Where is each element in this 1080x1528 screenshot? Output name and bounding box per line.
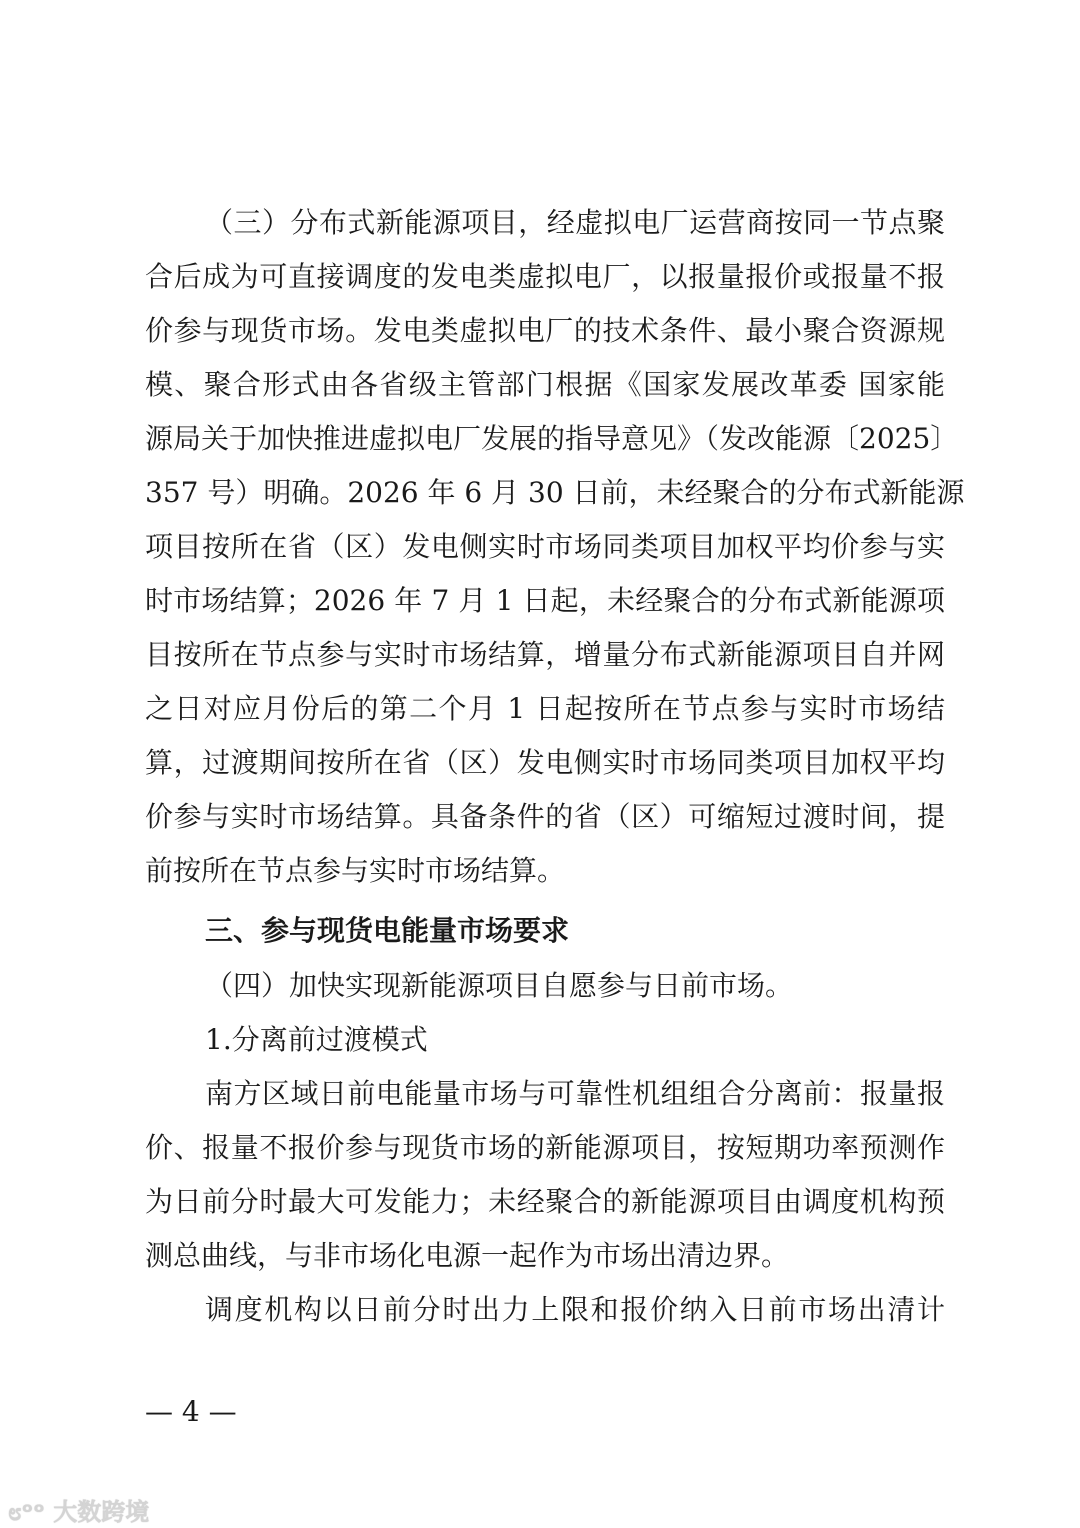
watermark-text: 大数跨境 [53,1498,150,1526]
paragraph-line: 测总曲线，与非市场化电源一起作为市场出清边界。 [145,1239,790,1272]
watermark-logo [8,1492,149,1527]
paragraph-line: 合后成为可直接调度的发电类虚拟电厂，以报量报价或报量不报 [145,260,945,293]
paragraph-line: 调度机构以日前分时出力上限和报价纳入日前市场出清计 [205,1293,945,1326]
paragraph-line: 为日前分时最大可发能力；未经聚合的新能源项目由调度机构预 [145,1185,945,1218]
paragraph-line: 357 号）明确。2026 年 6 月 30 日前，未经聚合的分布式新能源 [145,476,965,509]
paragraph-line: （三）分布式新能源项目，经虚拟电厂运营商按同一节点聚 [205,206,945,239]
page-number: — 4 — [145,1395,237,1428]
paragraph-line: 项目按所在省（区）发电侧实时市场同类项目加权平均价参与实 [145,530,945,563]
paragraph-line: 之日对应月份后的第二个月 1 日起按所在节点参与实时市场结 [145,692,945,725]
paragraph-line: 目按所在节点参与实时市场结算，增量分布式新能源项目自并网 [145,638,945,671]
paragraph-line: 价参与实时市场结算。具备条件的省（区）可缩短过渡时间，提 [145,800,945,833]
item-heading: 1.分离前过渡模式 [205,1023,428,1056]
paragraph-line: 源局关于加快推进虚拟电厂发展的指导意见》（发改能源〔2025〕 [145,422,959,455]
section-heading: 三、参与现货电能量市场要求 [205,914,570,947]
paragraph-line: 价、报量不报价参与现货市场的新能源项目，按短期功率预测作 [145,1131,945,1164]
watermark-icon: ೮ᵒᵒ [8,1498,54,1526]
subsection-heading: （四）加快实现新能源项目自愿参与日前市场。 [205,969,794,1002]
paragraph-line: 时市场结算；2026 年 7 月 1 日起，未经聚合的分布式新能源项 [145,584,945,617]
paragraph-line: 前按所在节点参与实时市场结算。 [145,854,566,887]
paragraph-line: 算，过渡期间按所在省（区）发电侧实时市场同类项目加权平均 [145,746,945,779]
paragraph-line: 南方区域日前电能量市场与可靠性机组组合分离前：报量报 [205,1077,945,1110]
paragraph-line: 模、聚合形式由各省级主管部门根据《国家发展改革委 国家能 [145,368,945,401]
paragraph-line: 价参与现货市场。发电类虚拟电厂的技术条件、最小聚合资源规 [145,314,945,347]
